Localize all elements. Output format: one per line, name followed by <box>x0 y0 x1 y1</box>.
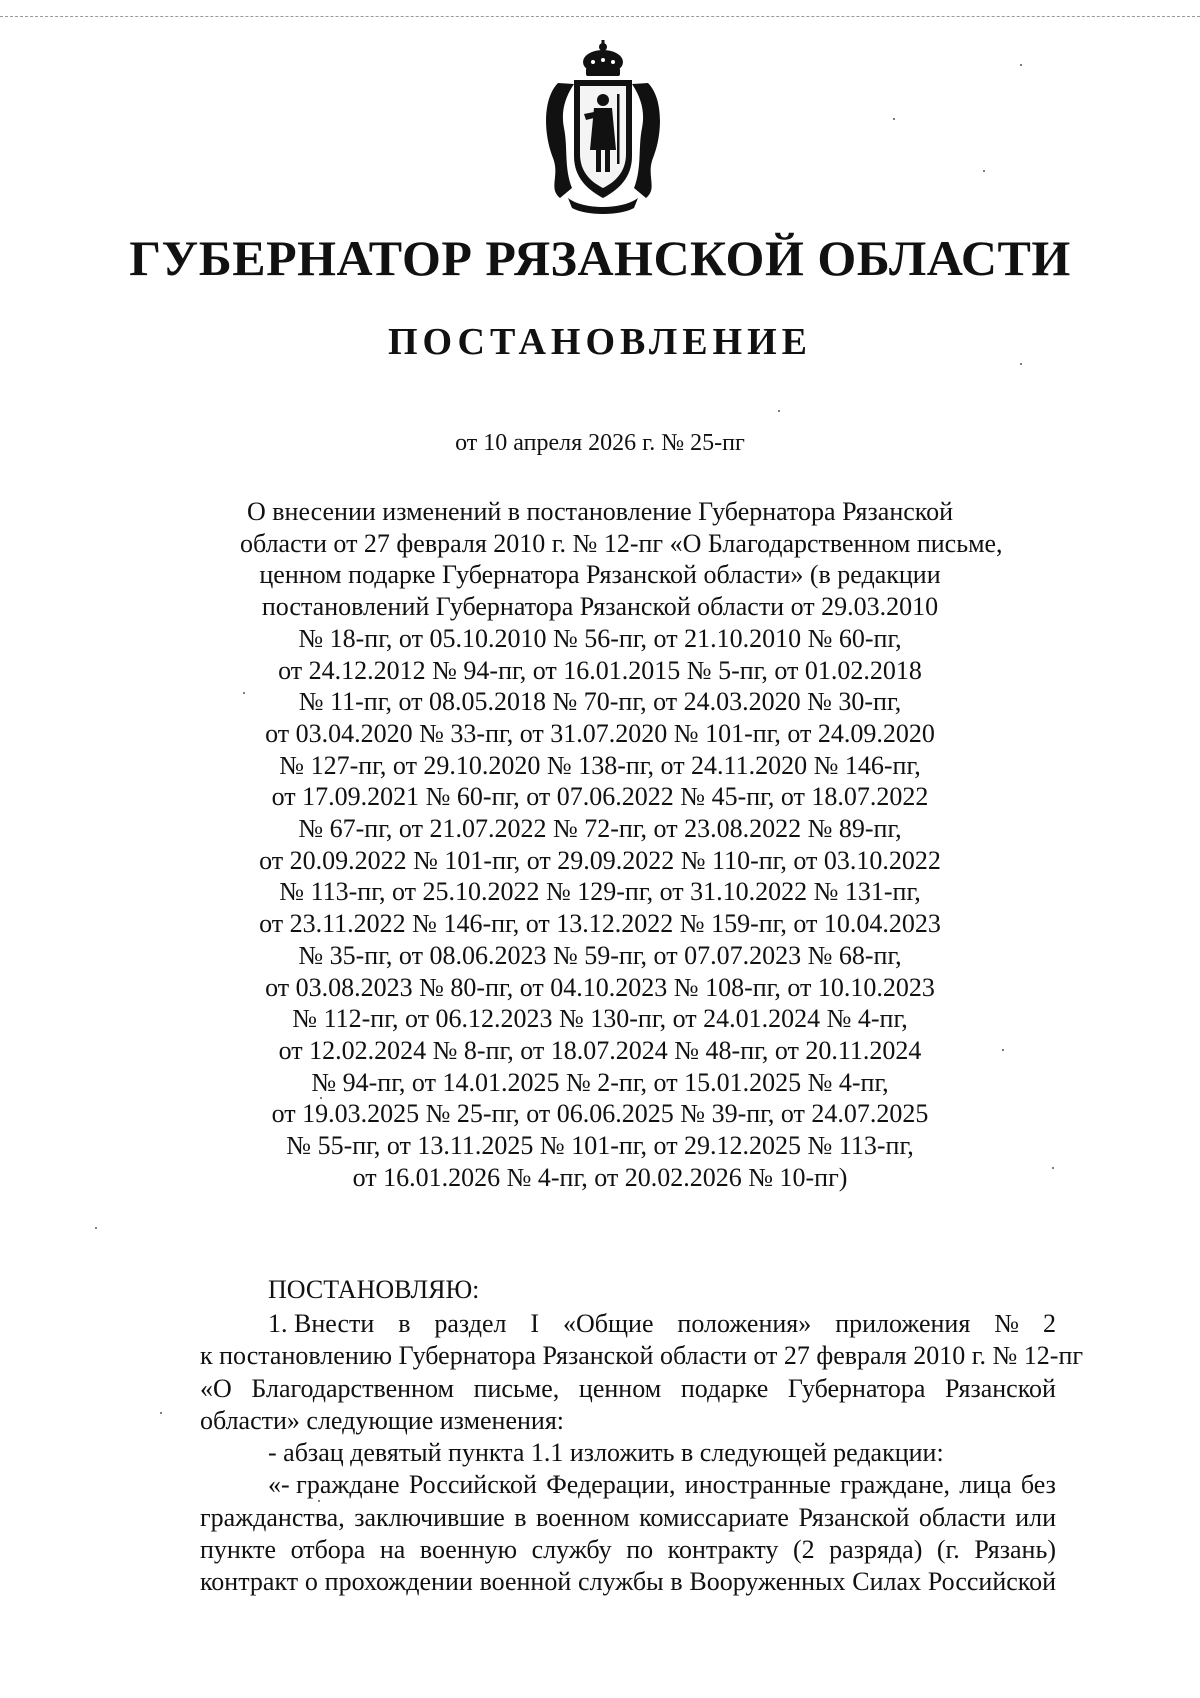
body-word: Благодарственном <box>251 1373 454 1403</box>
scan-speck <box>320 1097 322 1099</box>
subject-line: от 16.01.2026 № 4-пг, от 20.02.2026 № 10-пг) <box>352 1162 848 1192</box>
body-word: Федерации, <box>546 1470 676 1500</box>
body-word: раздел <box>434 1309 507 1338</box>
body-word: военной <box>479 1567 572 1597</box>
subject-line: № 67-пг, от 21.07.2022 № 72-пг, от 23.08.2022 № 89-пг, <box>298 814 902 844</box>
body-word: Рязанской <box>798 1502 910 1532</box>
body-word: № <box>994 1309 1020 1338</box>
body-word: по <box>626 1535 654 1565</box>
body-word: комиссариате <box>639 1502 789 1532</box>
subject-line: от 23.11.2022 № 146-пг, от 13.12.2022 № 159-пг, от 10.04.2023 <box>259 909 941 939</box>
body-word: граждане, <box>840 1470 951 1500</box>
body-word: на <box>379 1535 406 1565</box>
body-line <box>200 1534 1056 1566</box>
body-word: области <box>918 1502 1006 1532</box>
scan-speck <box>1020 363 1022 365</box>
body-line <box>200 1308 1056 1340</box>
body-word: «О <box>200 1373 232 1403</box>
scan-speck <box>1002 1049 1004 1051</box>
subject-line: от 12.02.2024 № 8-пг, от 18.07.2024 № 48-пг, от 20.11.2024 <box>278 1035 922 1065</box>
body-word: контракту <box>667 1535 779 1565</box>
body-word: о <box>304 1567 318 1597</box>
body-word: военном <box>535 1502 630 1532</box>
body-word: прохождении <box>324 1567 473 1597</box>
scan-speck <box>1052 1167 1054 1169</box>
subject-line: № 112-пг, от 06.12.2023 № 130-пг, от 24.01.2024 № 4-пг, <box>292 1004 908 1034</box>
subject-line: от 19.03.2025 № 25-пг, от 06.06.2025 № 39-пг, от 24.07.2025 <box>271 1099 929 1129</box>
scan-edge-line <box>0 16 1200 17</box>
scan-speck <box>318 1500 320 1502</box>
body-word: Рязань) <box>974 1535 1056 1565</box>
body-word: Губернатора <box>787 1373 926 1403</box>
body-word: заключившие <box>354 1502 505 1532</box>
document-subject <box>240 496 1003 1193</box>
scan-speck <box>160 1412 162 1414</box>
subject-line: № 35-пг, от 08.06.2023 № 59-пг, от 07.07.2023 № 68-пг, <box>298 940 902 970</box>
scan-speck <box>243 692 245 694</box>
body-word: Российской <box>408 1470 537 1500</box>
body-word: (г. <box>936 1535 960 1565</box>
body-word: положения» <box>677 1309 812 1338</box>
body-word: иностранные <box>684 1470 831 1500</box>
body-word: отбора <box>290 1535 366 1565</box>
body-word: службы <box>578 1567 664 1597</box>
body-word: Российской <box>927 1567 1056 1597</box>
body-word: гражданства, <box>200 1502 345 1532</box>
body-word: (2 <box>792 1535 815 1565</box>
body-word: I <box>530 1309 540 1338</box>
body-word: «- граждане <box>268 1470 400 1500</box>
scan-speck <box>1020 64 1022 66</box>
body-word: военную <box>419 1535 518 1565</box>
subject-line: № 127-пг, от 29.10.2020 № 138-пг, от 24.11.2020 № 146-пг, <box>279 750 921 780</box>
subject-line: от 03.08.2023 № 80-пг, от 04.10.2023 № 108-пг, от 10.10.2023 <box>265 972 935 1002</box>
subject-line: № 18-пг, от 05.10.2010 № 56-пг, от 21.10.2010 № 60-пг, <box>298 623 902 653</box>
body-line <box>200 1405 1056 1437</box>
body-line <box>200 1373 1056 1405</box>
decree-word: ПОСТАНОВЛЯЮ: <box>268 1275 480 1304</box>
subject-line: № 113-пг, от 25.10.2022 № 129-пг, от 31.10.2022 № 131-пг, <box>279 877 921 907</box>
subject-line: № 94-пг, от 14.01.2025 № 2-пг, от 15.01.2025 № 4-пг, <box>311 1067 889 1097</box>
body-word: в <box>398 1309 411 1338</box>
body-word: без <box>1020 1470 1056 1500</box>
body-word: 1. Внести <box>268 1309 375 1338</box>
body-line <box>200 1469 1056 1501</box>
body-word: области» следующие изменения: <box>200 1405 565 1435</box>
body-line <box>200 1340 1084 1372</box>
body-word: «Общие <box>563 1309 654 1338</box>
body-word: - абзац девятый пункта 1.1 изложить в следующей редакции: <box>268 1438 944 1468</box>
body-word: Вооруженных <box>689 1567 846 1597</box>
scan-speck <box>893 118 895 120</box>
subject-line: № 11-пг, от 08.05.2018 № 70-пг, от 24.03.2020 № 30-пг, <box>298 687 902 717</box>
subject-line: ценном подарке Губернатора Рязанской области» (в редакции <box>259 560 941 590</box>
body-word: в <box>670 1567 683 1597</box>
body-word: службу <box>531 1535 612 1565</box>
scan-speck <box>983 170 985 172</box>
body-line <box>200 1566 1056 1598</box>
scan-speck <box>778 410 780 412</box>
issuing-authority-title: ГУБЕРНАТОР РЯЗАНСКОЙ ОБЛАСТИ <box>129 230 1071 286</box>
subject-line: от 24.12.2012 № 94-пг, от 16.01.2015 № 5-пг, от 01.02.2018 <box>278 655 922 685</box>
coat-of-arms-emblem <box>538 38 668 218</box>
body-word: пункте <box>200 1535 277 1565</box>
subject-line: № 55-пг, от 13.11.2025 № 101-пг, от 29.12.2025 № 113-пг, <box>286 1131 914 1161</box>
body-word: разряда) <box>829 1535 923 1565</box>
body-line <box>200 1502 1056 1534</box>
body-word: 2 <box>1042 1309 1056 1338</box>
body-word: ценном <box>578 1373 662 1403</box>
subject-line: от 20.09.2022 № 101-пг, от 29.09.2022 № 110-пг, от 03.10.2022 <box>259 845 941 875</box>
body-word: письме, <box>473 1373 560 1403</box>
body-word: Силах <box>852 1567 922 1597</box>
body-word: приложения <box>835 1309 971 1338</box>
body-word: контракт <box>200 1567 299 1597</box>
body-word: или <box>1015 1502 1056 1532</box>
decree-body <box>200 1308 1084 1599</box>
document-type-title: ПОСТАНОВЛЕНИЕ <box>387 321 813 363</box>
document-date-number: от 10 апреля 2026 г. № 25-пг <box>455 430 745 456</box>
scan-speck <box>95 1227 97 1229</box>
body-word: Рязанской <box>945 1373 1056 1403</box>
subject-line: О внесении изменений в постановление Губернатора Рязанской <box>246 497 953 526</box>
body-line <box>200 1437 1056 1469</box>
body-word: лица <box>959 1470 1012 1500</box>
body-word: в <box>514 1502 527 1532</box>
subject-line: от 03.04.2020 № 33-пг, от 31.07.2020 № 101-пг, от 24.09.2020 <box>265 718 935 748</box>
body-word: к постановлению Губернатора Рязанской области от 27 февраля 2010 г. № 12-пг <box>200 1341 1084 1371</box>
subject-line: постановлений Губернатора Рязанской области от 29.03.2010 <box>261 592 939 622</box>
body-word: подарке <box>680 1373 769 1403</box>
subject-line: области от 27 февраля 2010 г. № 12-пг «О Благодарственном письме, <box>240 528 1003 558</box>
subject-line: от 17.09.2021 № 60-пг, от 07.06.2022 № 45-пг, от 18.07.2022 <box>271 782 929 812</box>
